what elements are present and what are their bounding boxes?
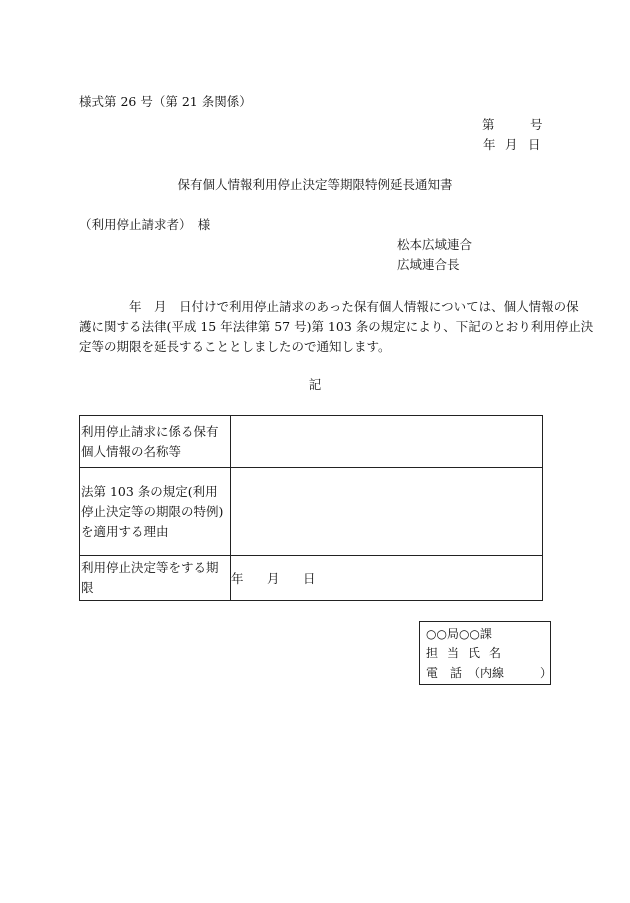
row-value-deadline (231, 556, 543, 601)
contact-box (419, 621, 551, 685)
body-paragraph (79, 297, 594, 357)
row-value-info-name (231, 416, 543, 468)
contact-person: 担当氏名 (426, 646, 511, 660)
table-row (80, 416, 543, 468)
issue-date-month: 月 (505, 137, 518, 152)
number-suffix: 号 (530, 117, 543, 132)
table-row (80, 556, 543, 601)
sender-organization: 松本広域連合 (397, 237, 473, 252)
row-value-reason (231, 468, 543, 556)
addressee: （利用停止請求者） 様 (79, 217, 211, 232)
document-title: 保有個人情報利用停止決定等期限特例延長通知書 (177, 177, 453, 192)
form-number: 様式第 26 号（第 21 条関係） (79, 94, 252, 109)
row-label-reason: 法第 103 条の規定(利用停止決定等の期限の特例)を適用する理由 (80, 468, 231, 556)
deadline-year: 年 (231, 571, 244, 586)
deadline-day: 日 (303, 571, 316, 586)
body-line-3: 定等の期限を延長することとしましたので通知します。 (79, 339, 391, 354)
contact-phone: 電 話 （内線 ） (426, 666, 553, 680)
issue-date-day: 日 (528, 137, 541, 152)
number-prefix: 第 (482, 117, 495, 132)
table-row (80, 468, 543, 556)
deadline-month: 月 (267, 571, 280, 586)
body-line-1: 年 月 日付けで利用停止請求のあった保有個人情報については、個人情報の保 (79, 299, 579, 314)
row-label-info-name: 利用停止請求に係る保有個人情報の名称等 (80, 416, 231, 468)
details-table (79, 415, 543, 601)
issue-date-line (483, 139, 541, 152)
sender-title: 広域連合長 (397, 257, 460, 272)
body-line-2: 護に関する法律(平成 15 年法律第 57 号)第 103 条の規定により、下記のとおり利用停止決 (79, 319, 594, 334)
contact-department: ○○局○○課 (426, 627, 492, 641)
issue-date-year: 年 (483, 137, 496, 152)
ki-heading: 記 (308, 377, 322, 392)
row-label-deadline: 利用停止決定等をする期限 (80, 556, 231, 601)
document-number-line (482, 119, 543, 132)
